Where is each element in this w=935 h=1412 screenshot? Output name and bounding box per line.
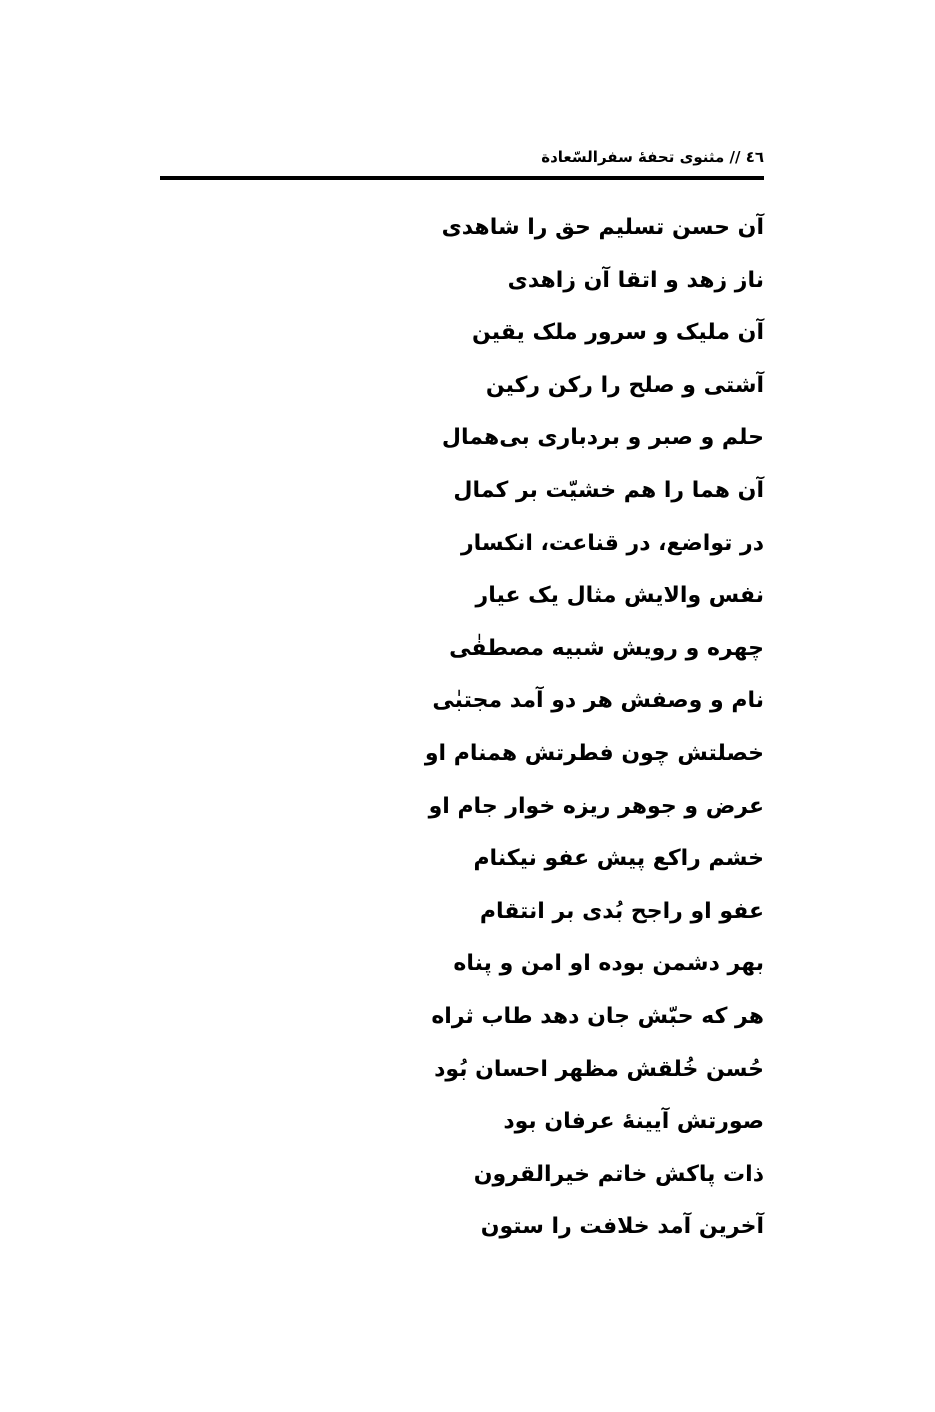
verse-line: نفس والایش مثال یک عیار xyxy=(475,583,764,609)
verse-line: حُسن خُلقش مظهر احسان بُود xyxy=(434,1056,764,1082)
verse-list xyxy=(160,202,764,1254)
verse-line: بهر دشمن بوده او امن و پناه xyxy=(453,951,764,977)
verse-line: عفو او راجح بُدی بر انتقام xyxy=(479,898,764,924)
verse-line: خشم راکع پیش عفو نیکنام xyxy=(473,846,764,872)
verse-line: ذات پاکش خاتم خیرالقرون xyxy=(473,1161,764,1187)
verse-line: آن حسن تسلیم حق را شاهدی xyxy=(441,215,764,240)
verse-line: چهره و رویش شبیه مصطفٰی xyxy=(449,635,764,661)
verse-line: خصلتش چون فطرتش همنام او xyxy=(424,740,764,766)
verse-line: هر که حبّش جان دهد طاب ثراه xyxy=(431,1003,764,1029)
verse-line: عرض و جوهر ریزه خوار جام او xyxy=(428,793,764,819)
verse-line: آن ملیک و سرور ملک یقین xyxy=(471,320,764,346)
verse-line: آخرین آمد خلافت را ستون xyxy=(480,1214,764,1240)
verse-line: نام و وصفش هر دو آمد مجتبٰی xyxy=(432,688,764,714)
verse-line: آشتی و صلح را رکن رکین xyxy=(485,372,764,398)
verse-line: در تواضع، در قناعت، انکسار xyxy=(460,530,764,556)
verse-line: صورتش آیینۀ عرفان بود xyxy=(503,1109,764,1135)
verse-line: آن هما را هم خشیّت بر کمال xyxy=(453,477,764,503)
header-rule xyxy=(160,176,764,180)
verse-line: حلم و صبر و بردباری بی‌همال xyxy=(441,425,764,451)
running-header: ٤٦ // مثنوی تحفۀ سفرالسّعادة xyxy=(541,148,764,166)
verse-line: ناز زهد و اتقا آن زاهدی xyxy=(507,267,764,293)
